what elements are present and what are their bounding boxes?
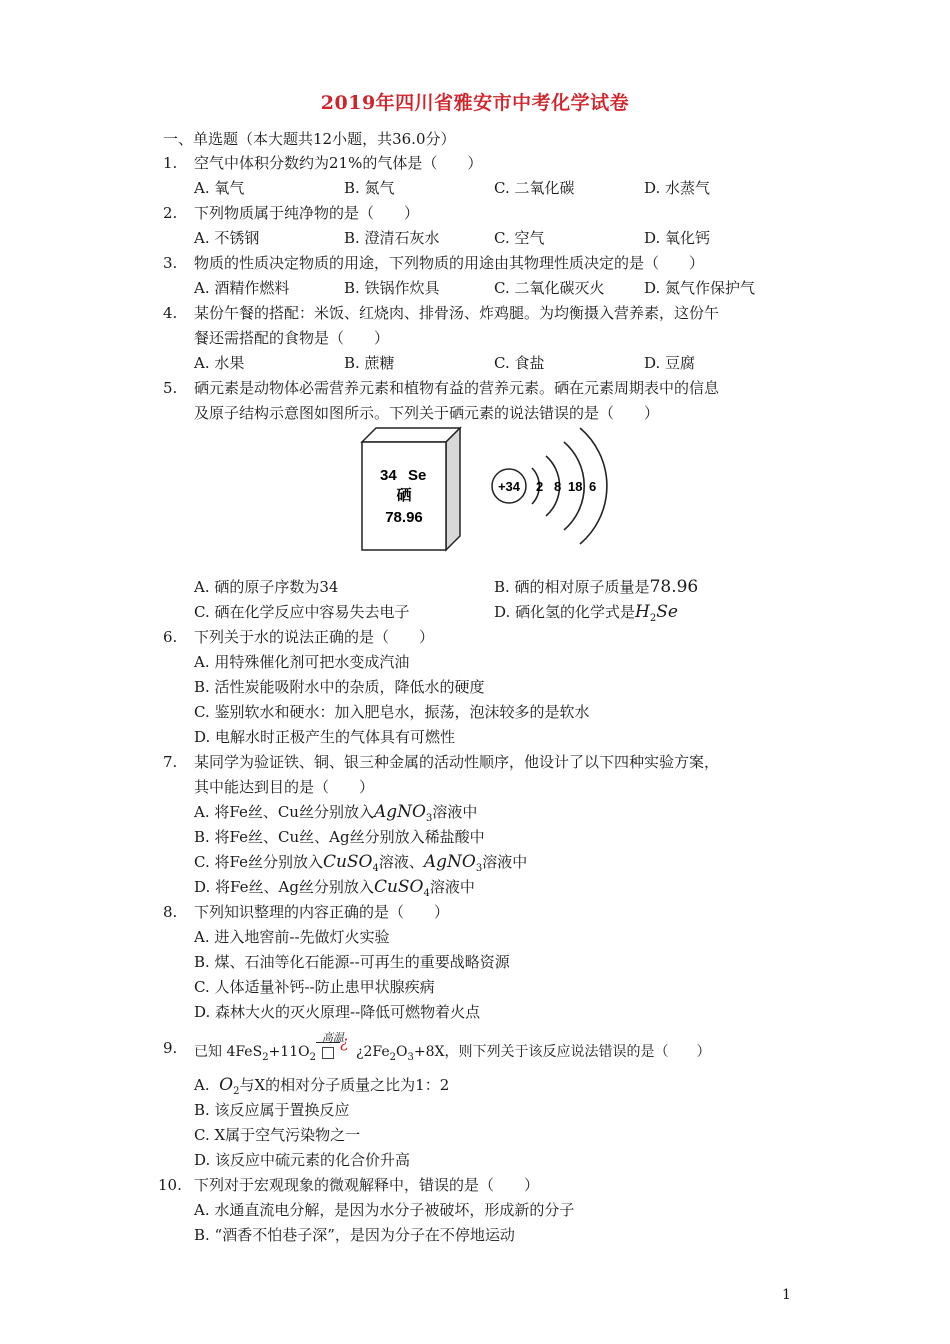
question-text: 硒元素是动物体必需营养元素和植物有益的营养元素。硒在元素周期表中的信息 <box>194 379 720 397</box>
option-c: C. 硒在化学反应中容易失去电子 <box>194 603 410 621</box>
option-b: B. 该反应属于置换反应 <box>194 1101 350 1119</box>
shell-1-electrons: 2 <box>536 479 544 494</box>
option-a: A. 进入地窖前--先做灯火实验 <box>194 928 390 946</box>
element-card <box>362 428 460 550</box>
question-number: 8. <box>163 903 178 921</box>
exam-title: 2019年四川省雅安市中考化学试卷 <box>320 92 630 114</box>
question-text: 某同学为验证铁、铜、银三种金属的活动性顺序，他设计了以下四种实验方案， <box>194 753 720 771</box>
page-number: 1 <box>782 1287 791 1303</box>
question-number: 9. <box>163 1039 178 1057</box>
option-d: D. 该反应中硫元素的化合价升高 <box>194 1151 411 1169</box>
option-b: B. 硒的相对原子质量是78.96 <box>494 577 699 597</box>
option-a: A. 硒的原子序数为34 <box>194 578 339 596</box>
atomic-mass: 78.96 <box>385 509 423 526</box>
question-text: 下列对于宏观现象的微观解释中，错误的是（ ） <box>194 1176 540 1194</box>
question-text: 下列知识整理的内容正确的是（ ） <box>194 903 450 921</box>
question-text: 空气中体积分数约为21%的气体是（ ） <box>194 154 483 172</box>
question-number: 10. <box>158 1176 182 1194</box>
option-d: D. 氧化钙 <box>644 229 711 247</box>
option-d: D. 氮气作保护气 <box>644 279 756 297</box>
option-c: C. 空气 <box>494 229 545 247</box>
question-text: 下列物质属于纯净物的是（ ） <box>194 204 420 222</box>
atomic-number: 34 <box>380 467 397 484</box>
question-number: 4. <box>163 304 178 322</box>
option-a: A. 氧气 <box>194 179 245 197</box>
atomic-structure <box>492 428 607 544</box>
option-a: A. 不锈钢 <box>194 229 260 247</box>
option-a: A. 将Fe丝、Cu丝分别放入AgNO$_3$溶液中 <box>194 802 478 824</box>
question-text: 餐还需搭配的食物是（ ） <box>194 329 390 347</box>
option-b: B. 蔗糖 <box>344 354 395 372</box>
option-c: C. X属于空气污染物之一 <box>194 1126 361 1144</box>
question-number: 7. <box>163 753 178 771</box>
question-text: 下列关于水的说法正确的是（ ） <box>194 628 435 646</box>
option-a: A. 水果 <box>194 354 245 372</box>
shell-2-electrons: 8 <box>554 479 562 494</box>
option-c: C. 鉴别软水和硬水：加入肥皂水，振荡，泡沫较多的是软水 <box>194 703 590 721</box>
question-number: 2. <box>163 204 178 222</box>
option-a: A. $O_2$与X的相对分子质量之比为1：2 <box>194 1075 450 1097</box>
question-number: 6. <box>163 628 178 646</box>
question-text: 某份午餐的搭配：米饭、红烧肉、排骨汤、炸鸡腿。为均衡摄入营养素，这份午 <box>194 304 720 322</box>
reaction-condition: 高温 ¿ <box>316 1038 356 1068</box>
option-c: C. 二氧化碳灭火 <box>494 279 605 297</box>
nucleus-charge: +34 <box>497 479 521 494</box>
question-text: 已知 $4FeS_2+11O_2$ 高温 ¿ ¿$2Fe_2O_3+8X$，则下列关于该反应说法错误的是（ ） <box>194 1038 710 1068</box>
question-number: 1. <box>163 154 178 172</box>
option-b: B. 氮气 <box>344 179 395 197</box>
question-number: 5. <box>163 379 178 397</box>
question-text: 物质的性质决定物质的用途，下列物质的用途由其物理性质决定的是（ ） <box>194 254 705 272</box>
option-d: D. 硒化氢的化学式是$H_2Se$ <box>494 602 678 624</box>
option-d: D. 水蒸气 <box>644 179 711 197</box>
option-d: D. 豆腐 <box>644 354 696 372</box>
question-number: 3. <box>163 254 178 272</box>
section-heading: 一、单选题（本大题共12小题，共36.0分） <box>163 130 456 148</box>
option-b: B. 将Fe丝、Cu丝、Ag丝分别放入稀盐酸中 <box>194 828 485 846</box>
option-b: B. “酒香不怕巷子深”，是因为分子在不停地运动 <box>194 1226 515 1244</box>
element-name: 硒 <box>396 486 412 504</box>
option-b: B. 活性炭能吸附水中的杂质，降低水的硬度 <box>194 678 485 696</box>
option-a: A. 酒精作燃料 <box>194 279 290 297</box>
option-c: C. 食盐 <box>494 354 545 372</box>
shell-4-electrons: 6 <box>589 479 597 494</box>
question-text: 及原子结构示意图如图所示。下列关于硒元素的说法错误的是（ ） <box>194 404 660 422</box>
option-b: B. 煤、石油等化石能源--可再生的重要战略资源 <box>194 953 510 971</box>
option-d: D. 森林大火的灭火原理--降低可燃物着火点 <box>194 1003 481 1021</box>
option-d: D. 电解水时正极产生的气体具有可燃性 <box>194 728 456 746</box>
selenium-figure <box>360 420 610 560</box>
element-symbol: Se <box>408 467 427 484</box>
option-a: A. 用特殊催化剂可把水变成汽油 <box>194 653 410 671</box>
option-b: B. 铁锅作炊具 <box>344 279 440 297</box>
option-c: C. 将Fe丝分别放入CuSO$_4$溶液、AgNO$_3$溶液中 <box>194 852 528 874</box>
question-text: 其中能达到目的是（ ） <box>194 778 375 796</box>
option-d: D. 将Fe丝、Ag丝分别放入CuSO$_4$溶液中 <box>194 877 475 899</box>
option-a: A. 水通直流电分解，是因为水分子被破坏，形成新的分子 <box>194 1201 575 1219</box>
option-c: C. 二氧化碳 <box>494 179 575 197</box>
option-b: B. 澄清石灰水 <box>344 229 440 247</box>
option-c: C. 人体适量补钙--防止患甲状腺疾病 <box>194 978 435 996</box>
shell-3-electrons: 18 <box>568 479 583 494</box>
